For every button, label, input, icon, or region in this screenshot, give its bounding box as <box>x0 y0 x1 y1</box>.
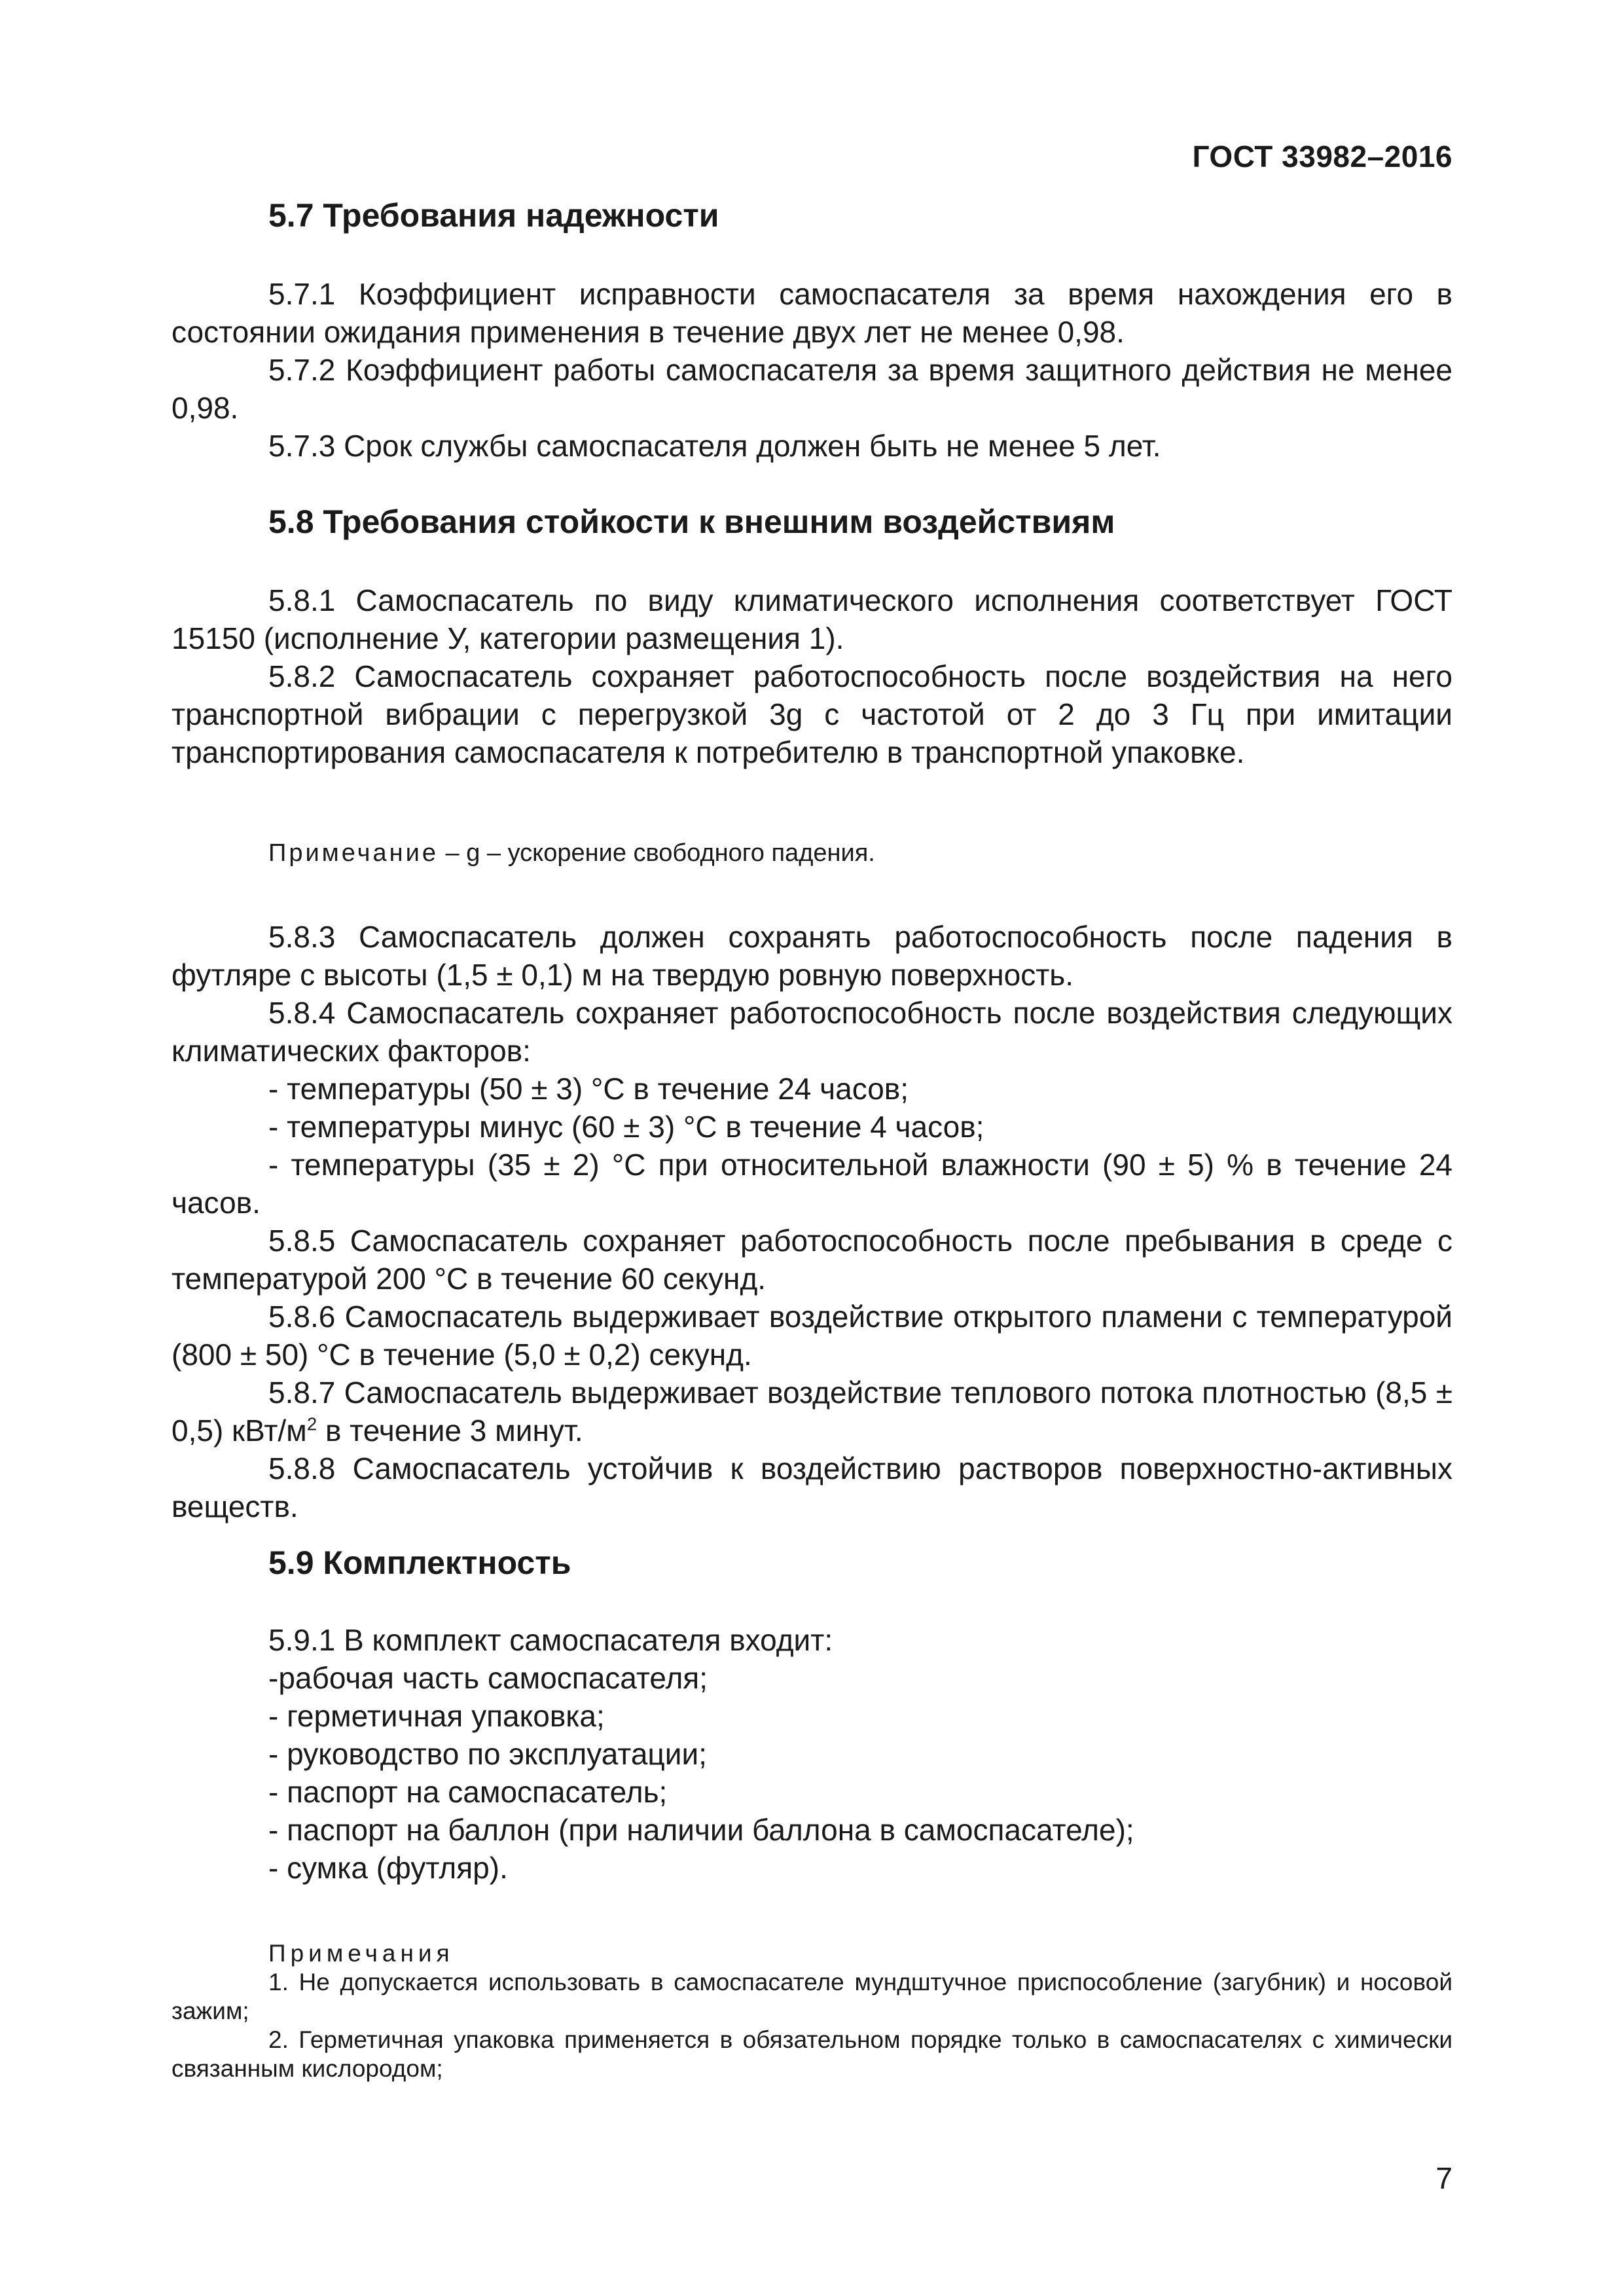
paragraph-5-8-1: 5.8.1 Самоспасатель по виду климатического исполнения соответствует ГОСТ 15150 (исполнение У, категории размещения 1). <box>171 583 1453 655</box>
note-5-8-2 <box>268 839 875 867</box>
section-5-9-heading: 5.9 Комплектность <box>268 1544 571 1581</box>
paragraph-5-9-1: 5.9.1 В комплект самоспасателя входит: <box>268 1623 833 1657</box>
paragraph-5-7-2: 5.7.2 Коэффициент работы самоспасателя за время защитного действия не менее 0,98. <box>171 353 1453 425</box>
paragraph-5-8-7-text: 5.8.7 Самоспасатель выдерживает воздействие теплового потока плотностью (8,5 ± 0,5) кВт/м <box>171 1376 1453 1448</box>
note-text: – g – ускорение свободного падения. <box>438 839 875 867</box>
paragraph-5-8-6: 5.8.6 Самоспасатель выдерживает воздействие открытого пламени с температурой (800 ± 50) °С в течение (5,0 ± 0,2) секунд. <box>171 1300 1453 1372</box>
kit-item: - руководство по эксплуатации; <box>268 1737 707 1771</box>
list-item-temp-3: - температуры (35 ± 2) °С при относительной влажности (90 ± 5) % в течение 24 часов. <box>171 1148 1453 1220</box>
kit-item: -рабочая часть самоспасателя; <box>268 1661 708 1695</box>
superscript-2: 2 <box>306 1413 317 1434</box>
paragraph-5-7-3: 5.7.3 Срок службы самоспасателя должен быть не менее 5 лет. <box>268 429 1161 463</box>
paragraph-5-7-1: 5.7.1 Коэффициент исправности самоспасателя за время нахождения его в состоянии ожидания применения в течение двух лет не менее 0,98. <box>171 277 1453 349</box>
paragraph-5-8-7-tail: в течение 3 минут. <box>317 1413 583 1448</box>
section-5-8-body-b <box>171 918 1453 1525</box>
page-number: 7 <box>1435 2161 1453 2195</box>
section-5-8-body-a <box>171 581 1453 771</box>
kit-item: - паспорт на самоспасатель; <box>268 1775 668 1809</box>
section-5-9-body <box>171 1621 1453 1887</box>
section-5-8-heading: 5.8 Требования стойкости к внешним воздействиям <box>268 503 1115 540</box>
paragraph-5-8-8: 5.8.8 Самоспасатель устойчив к воздействию растворов поверхностно-активных веществ. <box>171 1451 1453 1523</box>
section-5-7-body <box>171 275 1453 465</box>
paragraph-5-8-5: 5.8.5 Самоспасатель сохраняет работоспособность после пребывания в среде с температурой 200 °С в течение 60 секунд. <box>171 1224 1453 1296</box>
note-item-2: 2. Герметичная упаковка применяется в обязательном порядке только в самоспасателях с химически связанным кислородом; <box>171 2026 1453 2082</box>
kit-item: - герметичная упаковка; <box>268 1699 605 1733</box>
document-code: ГОСТ 33982–2016 <box>1192 139 1453 173</box>
list-item-temp-1: - температуры (50 ± 3) °С в течение 24 часов; <box>268 1072 909 1106</box>
paragraph-5-8-3: 5.8.3 Самоспасатель должен сохранять работоспособность после падения в футляре с высоты (1,5 ± 0,1) м на твердую ровную поверхность. <box>171 920 1453 992</box>
paragraph-5-8-7 <box>171 1374 1453 1449</box>
paragraph-5-8-2: 5.8.2 Самоспасатель сохраняет работоспособность после воздействия на него транспортной вибрации с перегрузкой 3g с частотой от 2 до 3 Гц при имитации транспортирования самоспасателя к потребителю в транспортной упаковке. <box>171 659 1453 769</box>
paragraph-5-8-4: 5.8.4 Самоспасатель сохраняет работоспособность после воздействия следующих климатических факторов: <box>171 996 1453 1068</box>
notes-title: Примечания <box>268 1940 454 1967</box>
section-5-7-heading: 5.7 Требования надежности <box>268 197 719 234</box>
note-item-1: 1. Не допускается использовать в самоспасателе мундштучное приспособление (загубник) и носовой зажим; <box>171 1969 1453 2024</box>
list-item-temp-2: - температуры минус (60 ± 3) °С в течение 4 часов; <box>268 1110 984 1144</box>
kit-item: - сумка (футляр). <box>268 1851 508 1885</box>
note-label: Примечание <box>268 839 439 867</box>
notes-block <box>171 1939 1453 2083</box>
kit-item: - паспорт на баллон (при наличии баллона в самоспасателе); <box>268 1813 1134 1847</box>
